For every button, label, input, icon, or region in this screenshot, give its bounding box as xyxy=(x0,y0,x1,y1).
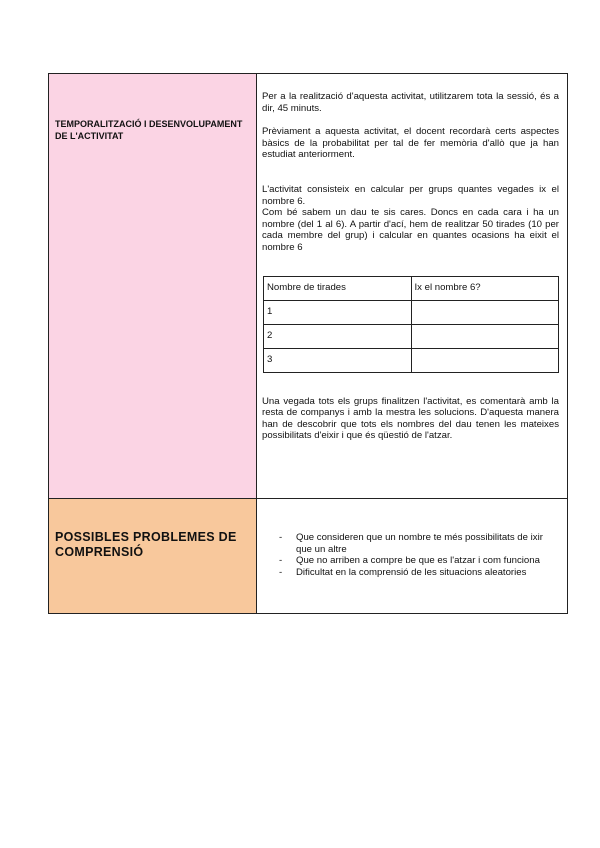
activity-description-text: L'activitat consisteix en calcular per grups quantes vegades ix el nombre 6. xyxy=(262,183,559,207)
list-item: - Dificultat en la comprensió de les situacions aleatories xyxy=(279,567,559,579)
prior-knowledge-text: Prèviament a aquesta activitat, el docent recordarà certs aspectes bàsics de la probabilitat per tal de fer memòria d'allò que ja han estudiat anteriorment. xyxy=(262,126,559,161)
temporalitzacio-row xyxy=(49,74,568,499)
table-row xyxy=(264,324,559,348)
problemes-row xyxy=(49,499,568,614)
list-item: - Que no arriben a compre be que es l'atzar i com funciona xyxy=(279,555,559,567)
throw-number: 2 xyxy=(264,324,412,348)
conclusion-text: Una vegada tots els grups finalitzen l'activitat, es comentarà amb la resta de companys i amb la mestra les solucions. D'aquesta manera han de descobrir que tots els nombres del dau tenen les mateixes possibilitats d'eixir i que és qüestió de l'atzar. xyxy=(262,395,559,442)
dice-explanation-text: Com bé sabem un dau te sis cares. Doncs en cada cara i ha un nombre (del 1 al 6). A partir d'ací, hem de realitzar 50 tirades (10 per cada membre del grup) i calcular en quantes ocasions ha eixit el nombre 6 xyxy=(262,207,559,253)
temporalitzacio-content-cell xyxy=(257,74,568,499)
problemes-label: POSSIBLES PROBLEMES DE COMPRENSIÓ xyxy=(55,530,237,559)
problemes-content-cell xyxy=(257,499,568,614)
throw-number: 1 xyxy=(264,300,412,324)
temporalitzacio-label-cell xyxy=(49,74,257,499)
problems-list xyxy=(279,532,559,578)
session-duration-text: Per a la realització d'aquesta activitat, utilitzarem tota la sessió, és a dir, 45 minuts. xyxy=(262,91,559,114)
throws-table-header xyxy=(264,276,559,300)
throws-table xyxy=(263,276,559,373)
throws-header-count: Nombre de tirades xyxy=(264,276,412,300)
throw-result xyxy=(411,300,559,324)
throw-number: 3 xyxy=(264,348,412,372)
table-row xyxy=(264,348,559,372)
throws-header-six: Ix el nombre 6? xyxy=(411,276,559,300)
activity-table xyxy=(48,73,568,614)
problemes-label-cell xyxy=(49,499,257,614)
temporalitzacio-label: TEMPORALITZACIÓ I DESENVOLUPAMENT DE L'ACTIVITAT xyxy=(55,119,243,141)
throw-result xyxy=(411,324,559,348)
list-item: - Que consideren que un nombre te més possibilitats de ixir que un altre xyxy=(279,532,559,555)
table-row xyxy=(264,300,559,324)
throw-result xyxy=(411,348,559,372)
